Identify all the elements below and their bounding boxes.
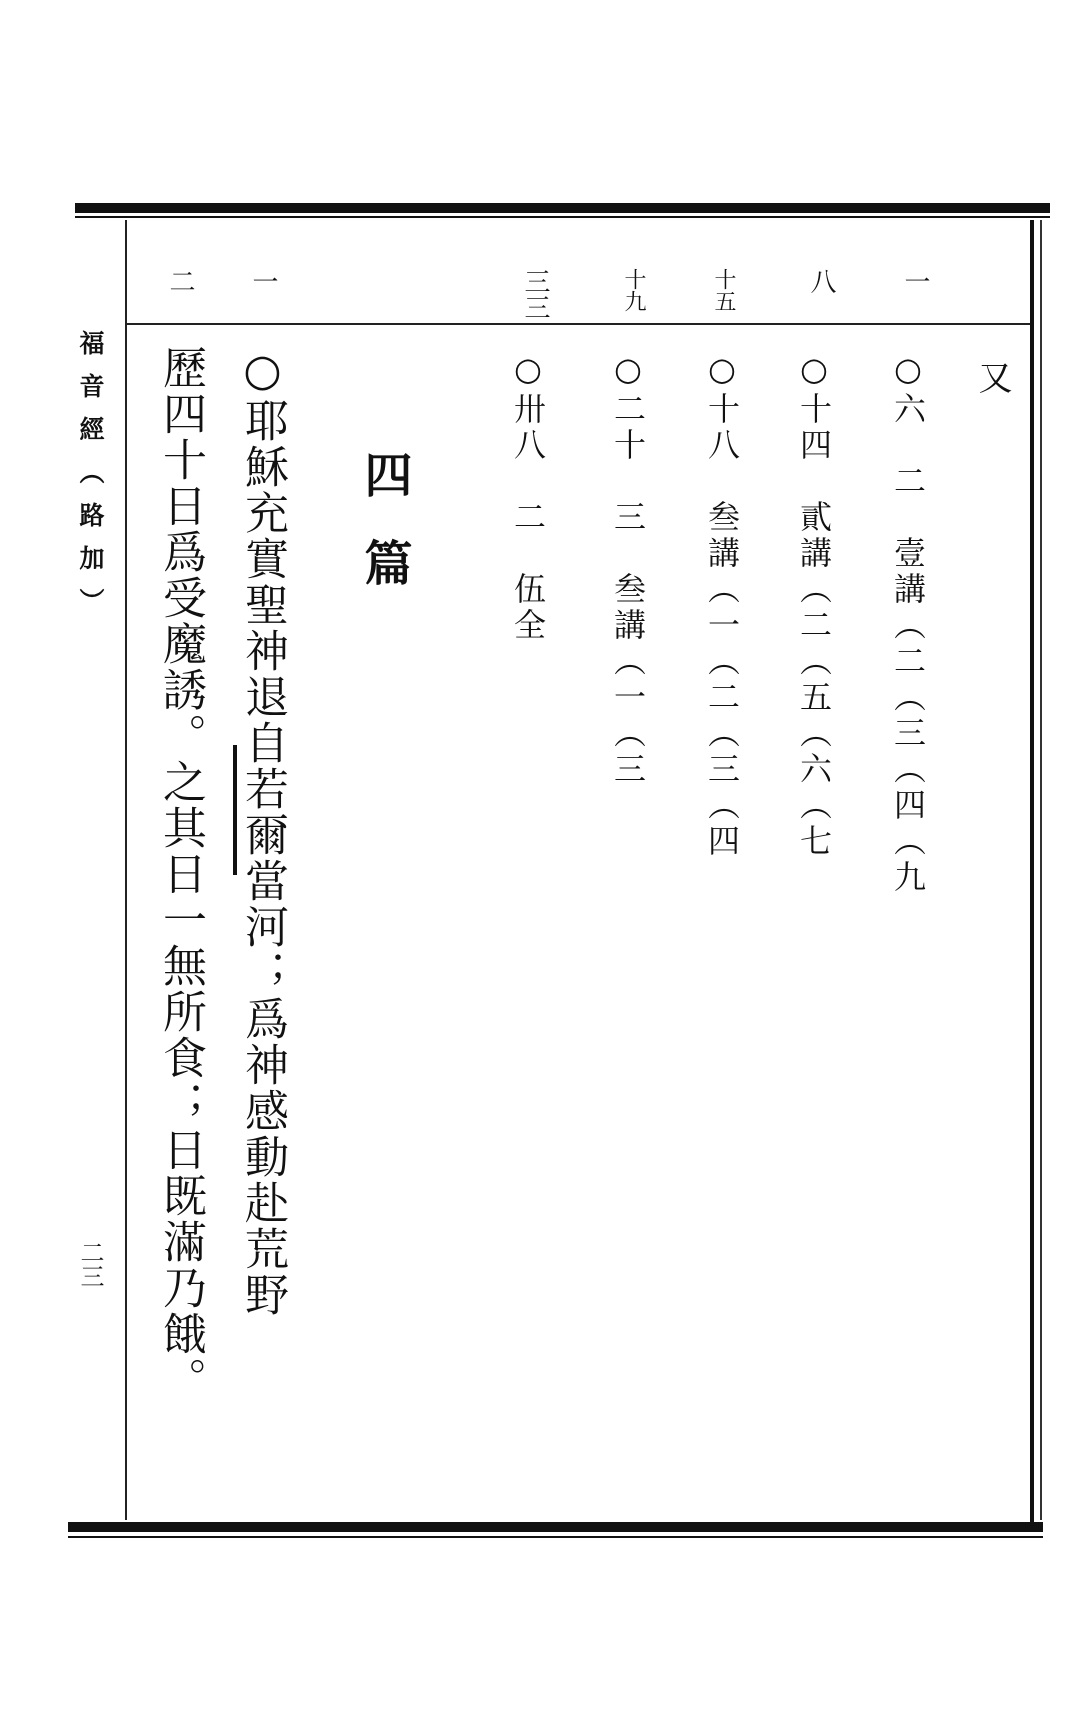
verse-head-1: 一 — [248, 268, 278, 294]
left-frame-line — [125, 220, 127, 1520]
also-marker: 又 — [972, 360, 1012, 394]
right-frame-line-inner — [1040, 220, 1042, 1520]
ref-head-3: 十五 — [711, 268, 736, 312]
ref-head-5: 三三 — [520, 268, 550, 320]
top-border-rule-thin — [75, 216, 1050, 218]
ref-column-3: ○十八 叁講（一（二（三（四 — [703, 350, 741, 860]
ref-head-2: 八 — [806, 268, 836, 294]
chapter-heading: 四篇 — [356, 450, 412, 626]
verse-1-text: ○耶穌充實聖神退自若爾當河；爲神感動赴荒野 — [237, 345, 288, 1318]
bottom-border-rule — [68, 1522, 1043, 1532]
ref-column-2: ○十四 貳講（二（五（六（七 — [795, 350, 833, 860]
right-frame-line — [1030, 220, 1034, 1530]
ref-column-5: ○卅八 二 伍全 — [509, 350, 547, 644]
running-title: 福音經（路加） — [76, 330, 105, 631]
top-border-rule — [75, 203, 1050, 213]
ref-column-1: ○六 二 壹講（二（三（四（九 — [889, 350, 927, 896]
page-number: 二三 — [76, 1240, 104, 1288]
verse-2-text: 歷四十日爲受魔誘。之其日一無所食；日既滿乃餓。 — [155, 345, 206, 1403]
bottom-border-rule-thin — [68, 1536, 1043, 1538]
ref-head-1: 一 — [900, 268, 930, 294]
header-divider-line — [127, 323, 1030, 325]
verse-head-2: 二 — [165, 268, 195, 294]
ref-head-4: 十九 — [621, 268, 646, 312]
ref-column-4: ○二十 三 叁講（一（三 — [609, 350, 647, 788]
